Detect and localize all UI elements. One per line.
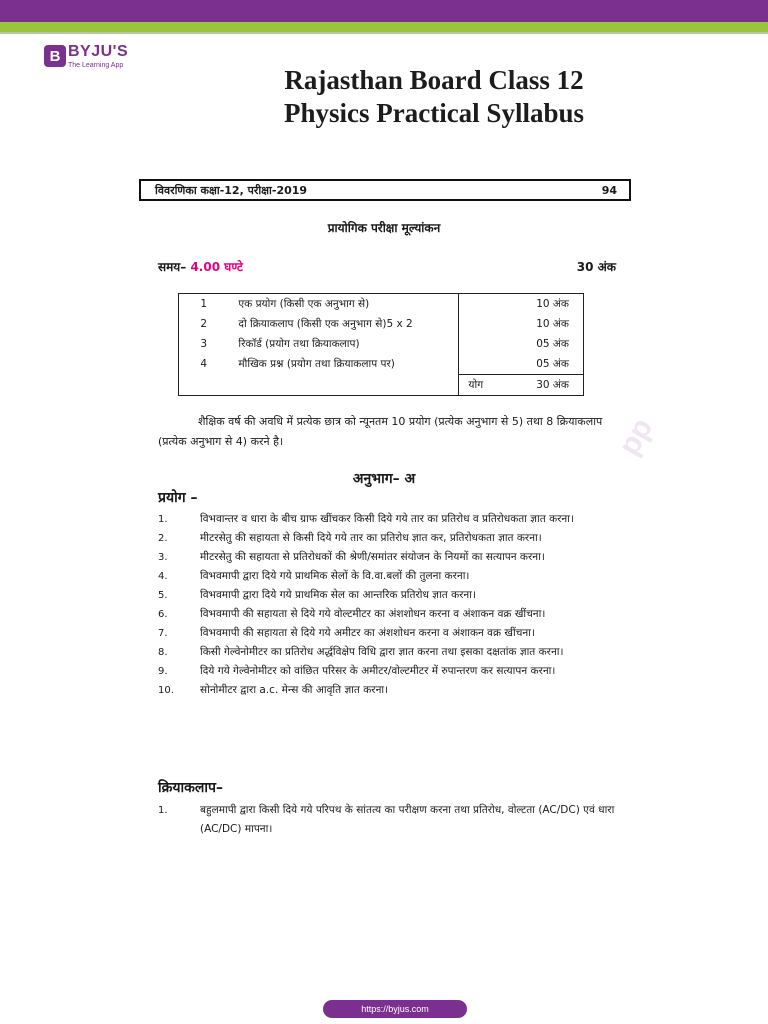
item-number: 1. [158, 514, 168, 525]
section-a-heading: अनुभाग– अ [352, 471, 416, 487]
total-label: योग [458, 375, 492, 396]
row-description: एक प्रयोग (किसी एक अनुभाग से) [228, 294, 458, 315]
item-number: 3. [158, 552, 168, 563]
item-text: किसी गेल्वेनोमीटर का प्रतिरोध अर्द्धविक्षेप विधि द्वारा ज्ञात करना तथा इसका दक्षतांक ज्ञात करना। [200, 646, 564, 658]
header-band-green [0, 22, 768, 32]
time-label-group [158, 258, 243, 275]
item-number: 8. [158, 647, 168, 658]
row-marks: 05 अंक [493, 354, 584, 375]
logo-tagline: The Learning App [68, 62, 124, 69]
list-item [158, 643, 620, 662]
item-text: मीटरसेतु की सहायता से किसी दिये गये तार का प्रतिरोध ज्ञात कर, प्रतिरोधकता ज्ञात करना। [200, 532, 542, 544]
item-number: 9. [158, 666, 168, 677]
list-item [158, 801, 620, 839]
booklet-header-box [139, 179, 631, 201]
logo-mark-icon: B [44, 45, 66, 67]
time-row [158, 258, 616, 275]
list-item [158, 529, 620, 548]
item-text: विभवान्तर व धारा के बीच ग्राफ खींचकर किसी दिये गये तार का प्रतिरोध व प्रतिरोधकता ज्ञात करना। [200, 513, 574, 525]
row-number: 2 [179, 314, 229, 334]
list-item [158, 567, 620, 586]
item-number: 6. [158, 609, 168, 620]
list-item [158, 605, 620, 624]
marks-table [178, 293, 584, 396]
item-number: 4. [158, 571, 168, 582]
footer-url-link[interactable]: https://byjus.com [323, 1000, 467, 1018]
list-item [158, 662, 620, 681]
logo-name: BYJU'S [68, 43, 129, 60]
item-text: दिये गये गेल्वेनोमीटर को वांछित परिसर के अमीटर/वोल्टमीटर में रुपान्तरण कर सत्यापन करना। [200, 665, 556, 677]
instructions-paragraph: शैक्षिक वर्ष की अवधि में प्रत्येक छात्र को न्यूनतम 10 प्रयोग (प्रत्येक अनुभाग से 5) तथा 8 क्रियाकलाप (प्रत्येक अनुभाग से 4) करने है। [158, 415, 603, 448]
page-number: 94 [601, 183, 617, 197]
watermark: pp [612, 412, 660, 461]
item-text: सोनोमीटर द्वारा a.c. मेन्स की आवृति ज्ञात करना। [200, 684, 389, 696]
time-value: 4.00 घण्टे [190, 260, 243, 274]
list-item [158, 510, 620, 529]
row-description: मौखिक प्रश्न (प्रयोग तथा क्रियाकलाप पर) [228, 354, 458, 375]
experiments-list [158, 510, 620, 700]
item-number: 5. [158, 590, 168, 601]
booklet-header-label: विवरणिका कक्षा-12, परीक्षा-2019 [155, 183, 308, 197]
table-row [179, 294, 584, 315]
activities-list [158, 801, 620, 839]
row-marks: 05 अंक [493, 334, 584, 354]
row-number: 4 [179, 354, 229, 375]
row-description: रिकॉर्ड (प्रयोग तथा क्रियाकलाप) [228, 334, 458, 354]
table-total-row [179, 375, 584, 396]
item-text: विभवमापी की सहायता से दिये गये अमीटर का अंशशोधन करना व अंशाकन वक्र खींचना। [200, 627, 535, 639]
item-text: विभवमापी द्वारा दिये गये प्राथमिक सेलों के वि.वा.बलों की तुलना करना। [200, 570, 470, 582]
item-number: 2. [158, 533, 168, 544]
header-band-divider [0, 32, 768, 34]
item-text: विभवमापी द्वारा दिये गये प्राथमिक सेल का आन्तरिक प्रतिरोध ज्ञात करना। [200, 589, 476, 601]
experiments-heading: प्रयोग – [158, 490, 198, 506]
page-title-line-2: Physics Practical Syllabus [283, 98, 584, 128]
list-item [158, 681, 620, 700]
item-number: 10. [158, 685, 174, 696]
row-marks: 10 अंक [493, 294, 584, 315]
list-item [158, 548, 620, 567]
list-item [158, 586, 620, 605]
header-band-purple [0, 0, 768, 22]
item-number: 7. [158, 628, 168, 639]
row-marks: 10 अंक [493, 314, 584, 334]
list-item [158, 624, 620, 643]
row-description: दो क्रियाकलाप (किसी एक अनुभाग से)5 x 2 [228, 314, 458, 334]
total-marks: 30 अंक [576, 260, 616, 274]
table-row [179, 354, 584, 375]
item-text: मीटरसेतु की सहायता से प्रतिरोधकों की श्रेणी/समांतर संयोजन के नियमों का सत्यापन करना। [200, 551, 545, 563]
activities-heading: क्रियाकलाप– [158, 780, 223, 796]
item-number: 1. [158, 805, 168, 816]
table-row [179, 334, 584, 354]
item-text: विभवमापी की सहायता से दिये गये वोल्टमीटर का अंशशोधन करना व अंशाकन वक्र खींचना। [200, 608, 546, 620]
exam-heading: प्रायोगिक परीक्षा मूल्यांकन [327, 221, 441, 235]
page-title-line-1: Rajasthan Board Class 12 [284, 65, 584, 95]
table-row [179, 314, 584, 334]
row-number: 1 [179, 294, 229, 315]
item-text: बहुलमापी द्वारा किसी दिये गये परिपथ के सांतत्य का परीक्षण करना तथा प्रतिरोध, वोल्टता (AC/DC) एवं धारा (AC/DC) मापना। [200, 804, 615, 835]
total-value: 30 अंक [493, 375, 584, 396]
row-number: 3 [179, 334, 229, 354]
time-label: समय– [158, 260, 187, 274]
page-title [0, 64, 768, 130]
